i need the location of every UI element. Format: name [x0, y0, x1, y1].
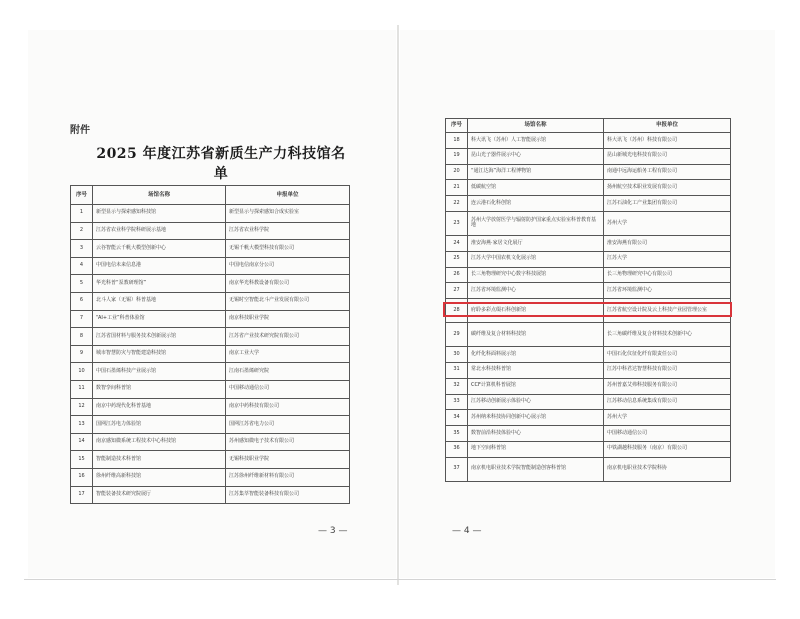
table-row: [446, 378, 731, 394]
applicant-unit: 江苏省农业科学院: [226, 222, 350, 240]
venue-name: 苏州大学放射医学与辐射防护国家重点实验室科普教育基地: [468, 211, 604, 235]
applicant-unit: 江苏省环境监测中心: [604, 283, 731, 299]
row-number: 5: [71, 275, 93, 293]
venue-name: 化纤化科面料展示馆: [468, 347, 604, 363]
table-row: [71, 451, 350, 469]
book-spine: [397, 25, 399, 585]
venue-name: 淮安海燕·家居文化展厅: [468, 235, 604, 251]
table-row: [71, 363, 350, 381]
applicant-unit: 中国电信南京分公司: [226, 257, 350, 275]
table-row: [446, 441, 731, 457]
venue-table-left: [70, 185, 350, 504]
row-number: 32: [446, 378, 468, 394]
venue-name: 云谷智能云千帆大模型创新中心: [93, 240, 226, 258]
applicant-unit: 中国石化仪征化纤有限责任公司: [604, 347, 731, 363]
table-row: [446, 426, 731, 442]
venue-name: 连云港石化科创馆: [468, 196, 604, 212]
venue-name: CCF计算机科普展馆: [468, 378, 604, 394]
applicant-unit: 江苏移动信息系统集成有限公司: [604, 394, 731, 410]
row-number: 31: [446, 362, 468, 378]
page-number: — 4 —: [452, 526, 482, 536]
applicant-unit: 新型显示与探索感知合成实验室: [226, 205, 350, 223]
table-row: [71, 222, 350, 240]
venue-name: 国网江苏电力体验馆: [93, 416, 226, 434]
applicant-unit: 苏州大学: [604, 410, 731, 426]
row-number: 35: [446, 426, 468, 442]
table-row: [71, 398, 350, 416]
applicant-unit: 长三角物理研究中心有限公司: [604, 267, 731, 283]
row-number: 26: [446, 267, 468, 283]
table-row: [446, 235, 731, 251]
row-number: 34: [446, 410, 468, 426]
venue-name: 科大讯飞（苏州）人工智能展示馆: [468, 133, 604, 149]
applicant-unit: 苏州普嘉艾弗科技服务有限公司: [604, 378, 731, 394]
row-number: 29: [446, 323, 468, 347]
applicant-unit: 南京中药科技有限公司: [226, 398, 350, 416]
row-number: 37: [446, 457, 468, 481]
row-number: 23: [446, 211, 468, 235]
row-number: 12: [71, 398, 93, 416]
row-number: 16: [71, 468, 93, 486]
venue-name: “AI+工业”科普体验馆: [93, 310, 226, 328]
header-unit: 申报单位: [604, 119, 731, 133]
applicant-unit: 无锡千帆大模型科技有限公司: [226, 240, 350, 258]
applicant-unit: 江苏集萃智能装备科技有限公司: [226, 486, 350, 504]
venue-name: 南京中药现代化科普基地: [93, 398, 226, 416]
row-number: 30: [446, 347, 468, 363]
header-venue: 场馆名称: [468, 119, 604, 133]
row-number: 10: [71, 363, 93, 381]
applicant-unit: 无锡时空智能北斗产业发展有限公司: [226, 292, 350, 310]
venue-name: 府聆多彩点缀石科创新馆: [468, 299, 604, 323]
venue-name: 华光科普“泵教研理馆”: [93, 275, 226, 293]
applicant-unit: 南京科技职业学院: [226, 310, 350, 328]
venue-name: 长三角物理研究中心数字科技展馆: [468, 267, 604, 283]
table-row: [446, 457, 731, 481]
applicant-unit: 江苏石油化工产业集团有限公司: [604, 196, 731, 212]
table-row: [446, 211, 731, 235]
applicant-unit: 江苏徐州纤维新材料有限公司: [226, 468, 350, 486]
table-row: [446, 148, 731, 164]
header-no: 序号: [71, 186, 93, 205]
table-row: [71, 486, 350, 504]
venue-name: 常北水科技科普馆: [468, 362, 604, 378]
table-row: [71, 380, 350, 398]
row-number: 3: [71, 240, 93, 258]
venue-table-right: [445, 118, 731, 482]
applicant-unit: 昆山新城光电科技有限公司: [604, 148, 731, 164]
table-row: [446, 180, 731, 196]
applicant-unit: 南京工业大学: [226, 345, 350, 363]
venue-name: 碳纤维及复合材料科技馆: [468, 323, 604, 347]
venue-name: 江苏大学中国农机文化展示馆: [468, 251, 604, 267]
row-number: 22: [446, 196, 468, 212]
row-number: 2: [71, 222, 93, 240]
header-unit: 申报单位: [226, 186, 350, 205]
row-number: 27: [446, 283, 468, 299]
venue-name: 江苏省农业科学院科研展示基地: [93, 222, 226, 240]
applicant-unit: 科大讯飞（苏州）科技有限公司: [604, 133, 731, 149]
venue-name: 中国石墨烯科技产业展示馆: [93, 363, 226, 381]
venue-name: 智能装备技术研究院展厅: [93, 486, 226, 504]
applicant-unit: 江南石墨烯研究院: [226, 363, 350, 381]
applicant-unit: 南通中远海运船务工程有限公司: [604, 164, 731, 180]
table-row: [71, 292, 350, 310]
table-row: [446, 133, 731, 149]
applicant-unit: 南京华光科教设备有限公司: [226, 275, 350, 293]
applicant-unit: 长三角碳纤维及复合材料技术创新中心: [604, 323, 731, 347]
header-venue: 场馆名称: [93, 186, 226, 205]
venue-name: 数智孪间科普馆: [93, 380, 226, 398]
venue-name: 南京感知微系统工程技术中心科技馆: [93, 433, 226, 451]
applicant-unit: 江苏省产业技术研究院有限公司: [226, 328, 350, 346]
table-row: [446, 394, 731, 410]
applicant-unit: 中国移动通信公司: [604, 426, 731, 442]
applicant-unit: 中铁湖越科技服务（南京）有限公司: [604, 441, 731, 457]
table-row: [446, 251, 731, 267]
venue-name: 新型显示与探索感知科技馆: [93, 205, 226, 223]
applicant-unit: 南京机电职业技术学院科协: [604, 457, 731, 481]
table-row: [71, 328, 350, 346]
row-number: 33: [446, 394, 468, 410]
table-row: [446, 164, 731, 180]
applicant-unit: 苏州感知微电子技术有限公司: [226, 433, 350, 451]
applicant-unit: 淮安海燕有限公司: [604, 235, 731, 251]
venue-name: 徐州纤维高新科技馆: [93, 468, 226, 486]
applicant-unit: 江苏省航空设计院及云上科技产业园管理公室: [604, 299, 731, 323]
row-number: 20: [446, 164, 468, 180]
row-number: 25: [446, 251, 468, 267]
table-row: [446, 362, 731, 378]
row-number: 8: [71, 328, 93, 346]
row-number: 28: [446, 299, 468, 323]
row-number: 1: [71, 205, 93, 223]
row-number: 19: [446, 148, 468, 164]
row-number: 15: [71, 451, 93, 469]
venue-name: 城市智慧防灾与智能建造科技馆: [93, 345, 226, 363]
table-row: [71, 275, 350, 293]
row-number: 11: [71, 380, 93, 398]
venue-name: 数智前沿科技体验中心: [468, 426, 604, 442]
venue-name: 苏州纳米科技协同创新中心展示馆: [468, 410, 604, 426]
venue-name: 地下空间科普馆: [468, 441, 604, 457]
venue-name: 江苏移动创新展示体验中心: [468, 394, 604, 410]
row-number: 24: [446, 235, 468, 251]
table-row: [446, 283, 731, 299]
venue-name: 低碳航空馆: [468, 180, 604, 196]
table-row: [71, 240, 350, 258]
page-number: — 3 —: [318, 526, 348, 536]
row-number: 6: [71, 292, 93, 310]
row-number: 14: [71, 433, 93, 451]
venue-name: 昆山光子器件展示中心: [468, 148, 604, 164]
row-number: 18: [446, 133, 468, 149]
applicant-unit: 扬州航空技术职业发展有限公司: [604, 180, 731, 196]
bottom-divider: [24, 579, 776, 580]
table-row: [71, 468, 350, 486]
row-number: 13: [71, 416, 93, 434]
venue-name: 中国电信未来信息港: [93, 257, 226, 275]
row-number: 4: [71, 257, 93, 275]
venue-name: 智能制造技术科普馆: [93, 451, 226, 469]
table-row: [446, 323, 731, 347]
table-row: [71, 205, 350, 223]
applicant-unit: 江苏大学: [604, 251, 731, 267]
table-row: [71, 433, 350, 451]
applicant-unit: 苏州大学: [604, 211, 731, 235]
row-number: 36: [446, 441, 468, 457]
table-row: [71, 257, 350, 275]
attachment-label: 附件: [70, 125, 90, 136]
header-no: 序号: [446, 119, 468, 133]
applicant-unit: 国网江苏省电力公司: [226, 416, 350, 434]
venue-name: 江苏省国材料与服务技术创新展示馆: [93, 328, 226, 346]
applicant-unit: 江苏中科君达智慧科技有限公司: [604, 362, 731, 378]
table-row: [71, 416, 350, 434]
table-row: [71, 345, 350, 363]
row-number: 17: [71, 486, 93, 504]
venue-name: 北斗人家（无锡）科普基地: [93, 292, 226, 310]
row-number: 21: [446, 180, 468, 196]
venue-name: 南京机电职业技术学院智能制造创客科普馆: [468, 457, 604, 481]
applicant-unit: 中国移动通信公司: [226, 380, 350, 398]
document-title: 2025 年度江苏省新质生产力科技馆名单: [96, 146, 346, 182]
table-row: [446, 410, 731, 426]
row-number: 7: [71, 310, 93, 328]
table-row: [446, 196, 731, 212]
table-row: [446, 267, 731, 283]
venue-name: “通江达海”海洋工程博物馆: [468, 164, 604, 180]
highlight-box: [443, 302, 732, 317]
row-number: 9: [71, 345, 93, 363]
venue-name: 江苏省环境监测中心: [468, 283, 604, 299]
applicant-unit: 无锡科技职业学院: [226, 451, 350, 469]
table-row: [71, 310, 350, 328]
table-row: [446, 347, 731, 363]
